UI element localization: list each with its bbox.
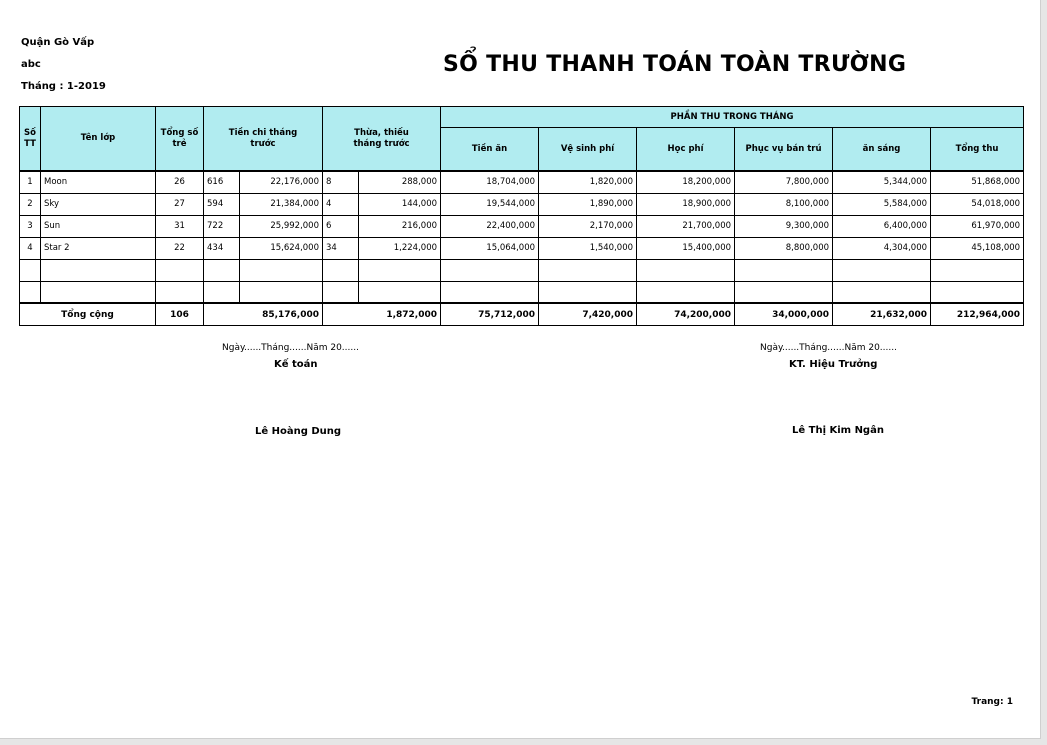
cell-surplus-amount: 144,000	[359, 193, 441, 215]
accountant-role: Kế toán	[274, 359, 318, 370]
col-header-boarding: Phục vụ bán trú	[735, 128, 833, 172]
cell-tuition: 18,900,000	[637, 193, 735, 215]
cell-surplus-days: 8	[323, 171, 359, 193]
page-number: Trang: 1	[971, 697, 1013, 707]
total-sanitation: 7,420,000	[539, 303, 637, 326]
cell-boarding: 7,800,000	[735, 171, 833, 193]
cell-class-name: Sun	[41, 215, 156, 237]
col-header-total: Tổng thu	[931, 128, 1024, 172]
cell-meal: 15,064,000	[441, 237, 539, 259]
cell-prev-amount: 15,624,000	[240, 237, 323, 259]
cell-stt: 4	[20, 237, 41, 259]
cell-children: 22	[156, 237, 204, 259]
cell-surplus-amount: 1,224,000	[359, 237, 441, 259]
cell-surplus-days: 34	[323, 237, 359, 259]
col-header-group: PHẦN THU TRONG THÁNG	[441, 107, 1024, 128]
cell-tuition: 18,200,000	[637, 171, 735, 193]
cell-children: 26	[156, 171, 204, 193]
cell-meal: 18,704,000	[441, 171, 539, 193]
cell-class-name: Sky	[41, 193, 156, 215]
cell-stt: 1	[20, 171, 41, 193]
total-boarding: 34,000,000	[735, 303, 833, 326]
cell-prev-days: 594	[204, 193, 240, 215]
cell-prev-days: 616	[204, 171, 240, 193]
col-header-breakfast: ăn sáng	[833, 128, 931, 172]
cell-sanitation: 2,170,000	[539, 215, 637, 237]
col-header-prev-spend: Tiền chi tháng trước	[204, 107, 323, 172]
col-header-sanitation: Vệ sinh phí	[539, 128, 637, 172]
cell-children: 31	[156, 215, 204, 237]
total-meal: 75,712,000	[441, 303, 539, 326]
left-date-line: Ngày......Tháng......Năm 20......	[222, 343, 359, 353]
cell-boarding: 8,800,000	[735, 237, 833, 259]
cell-breakfast: 4,304,000	[833, 237, 931, 259]
empty-row	[20, 281, 1024, 303]
cell-prev-amount: 25,992,000	[240, 215, 323, 237]
empty-row	[20, 259, 1024, 281]
table-row	[20, 215, 1024, 237]
cell-sanitation: 1,890,000	[539, 193, 637, 215]
cell-prev-amount: 21,384,000	[240, 193, 323, 215]
cell-breakfast: 5,584,000	[833, 193, 931, 215]
total-grand: 212,964,000	[931, 303, 1024, 326]
cell-boarding: 8,100,000	[735, 193, 833, 215]
cell-class-name: Moon	[41, 171, 156, 193]
total-children: 106	[156, 303, 204, 326]
cell-breakfast: 5,344,000	[833, 171, 931, 193]
cell-total: 61,970,000	[931, 215, 1024, 237]
cell-tuition: 15,400,000	[637, 237, 735, 259]
col-header-tuition: Học phí	[637, 128, 735, 172]
cell-sanitation: 1,820,000	[539, 171, 637, 193]
total-tuition: 74,200,000	[637, 303, 735, 326]
principal-name: Lê Thị Kim Ngân	[792, 425, 884, 436]
total-surplus-amount: 1,872,000	[323, 303, 441, 326]
cell-meal: 19,544,000	[441, 193, 539, 215]
cell-sanitation: 1,540,000	[539, 237, 637, 259]
table-row	[20, 193, 1024, 215]
school-label: abc	[21, 59, 41, 70]
col-header-surplus: Thừa, thiếu tháng trước	[323, 107, 441, 172]
report-title: SỔ THU THANH TOÁN TOÀN TRƯỜNG	[443, 52, 907, 77]
cell-tuition: 21,700,000	[637, 215, 735, 237]
cell-surplus-days: 6	[323, 215, 359, 237]
cell-meal: 22,400,000	[441, 215, 539, 237]
total-breakfast: 21,632,000	[833, 303, 931, 326]
payment-table	[19, 106, 1024, 326]
district-label: Quận Gò Vấp	[21, 37, 95, 48]
totals-row	[20, 303, 1024, 326]
cell-surplus-amount: 288,000	[359, 171, 441, 193]
cell-total: 45,108,000	[931, 237, 1024, 259]
accountant-name: Lê Hoàng Dung	[255, 426, 342, 437]
month-label: Tháng : 1-2019	[21, 81, 106, 92]
col-header-class: Tên lớp	[41, 107, 156, 172]
cell-prev-days: 722	[204, 215, 240, 237]
cell-prev-amount: 22,176,000	[240, 171, 323, 193]
total-prev-amount: 85,176,000	[204, 303, 323, 326]
cell-class-name: Star 2	[41, 237, 156, 259]
cell-breakfast: 6,400,000	[833, 215, 931, 237]
principal-role: KT. Hiệu Trưởng	[789, 359, 878, 370]
col-header-children: Tổng số trẻ	[156, 107, 204, 172]
cell-total: 51,868,000	[931, 171, 1024, 193]
totals-label: Tổng cộng	[20, 303, 156, 326]
col-header-meal: Tiền ăn	[441, 128, 539, 172]
right-date-line: Ngày......Tháng......Năm 20......	[760, 343, 897, 353]
col-header-stt: Số TT	[20, 107, 41, 172]
cell-surplus-amount: 216,000	[359, 215, 441, 237]
cell-children: 27	[156, 193, 204, 215]
cell-stt: 2	[20, 193, 41, 215]
cell-total: 54,018,000	[931, 193, 1024, 215]
cell-surplus-days: 4	[323, 193, 359, 215]
cell-stt: 3	[20, 215, 41, 237]
cell-boarding: 9,300,000	[735, 215, 833, 237]
table-row	[20, 237, 1024, 259]
cell-prev-days: 434	[204, 237, 240, 259]
table-row	[20, 171, 1024, 193]
